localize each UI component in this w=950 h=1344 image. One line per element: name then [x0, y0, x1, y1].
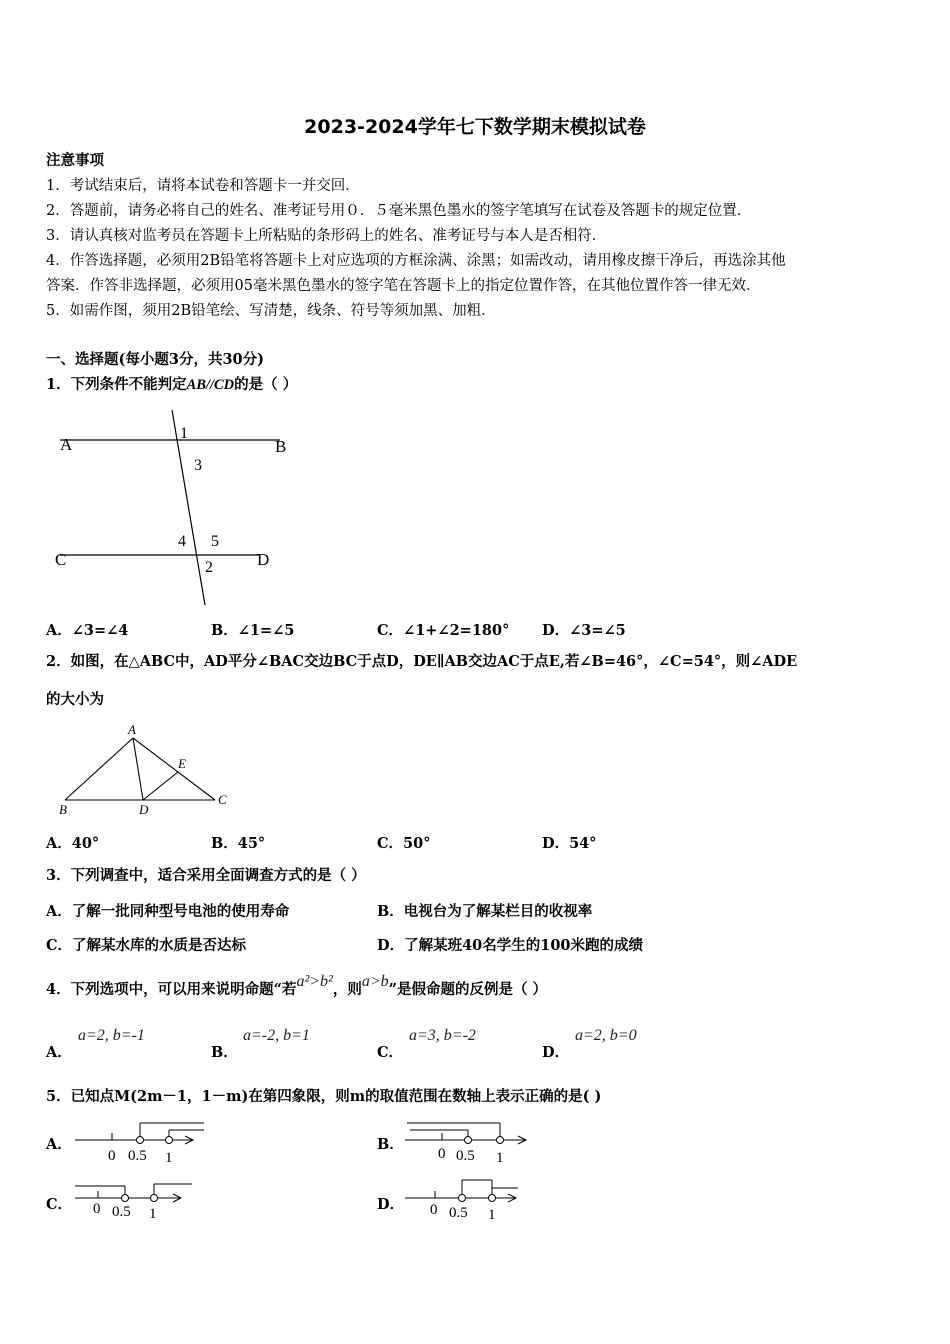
q4-option-c-value: a=3, b=-2 — [409, 1027, 476, 1044]
q5-option-a-number-line — [72, 1118, 212, 1166]
open-point-0.5 — [122, 1195, 129, 1202]
tick-label-1: 1 — [488, 1207, 496, 1223]
question-5-stem: 5．已知点M(2m－1，1－m)在第四象限，则m的取值范围在数轴上表示正确的是( ) — [46, 1088, 602, 1105]
q1-option-b[interactable]: B．∠1=∠5 — [211, 622, 295, 639]
tick-label-0: 0 — [93, 1201, 101, 1217]
tick-label-0.5: 0.5 — [128, 1148, 147, 1164]
q4-stem-mid: ，则 — [332, 981, 362, 998]
q4-stem-pre: 4．下列选项中，可以用来说明命题“若 — [46, 981, 297, 998]
tick-label-1: 1 — [496, 1150, 504, 1166]
q4-option-b-label[interactable]: B． — [211, 1044, 238, 1061]
q4-conclusion: a>b — [361, 973, 389, 990]
tick-label-1: 1 — [149, 1206, 157, 1222]
q1-stem-post: 的是（ ） — [234, 376, 298, 393]
label-c: C — [218, 792, 227, 807]
segment-de — [143, 772, 178, 800]
tick-label-0.5: 0.5 — [112, 1204, 131, 1220]
q4-option-b-value: a=-2, b=1 — [243, 1027, 310, 1044]
label-a: A — [128, 722, 136, 737]
notice-item: 答案．作答非选择题，必须用05毫米黑色墨水的签字笔在答题卡上的指定位置作答，在其他位置作答一律无效． — [46, 278, 761, 294]
label-a: A — [60, 435, 73, 454]
notice-item: 1．考试结束后，请将本试卷和答题卡一并交回． — [46, 178, 360, 194]
side-ac — [133, 738, 215, 800]
tick-label-0.5: 0.5 — [456, 1148, 475, 1164]
angle-label-5: 5 — [211, 533, 219, 550]
notice-item: 5．如需作图，须用2B铅笔绘、写清楚，线条、符号等须加黑、加粗． — [46, 303, 496, 319]
q3-option-c[interactable]: C．了解某水库的水质是否达标 — [46, 937, 247, 954]
label-d: D — [257, 550, 270, 569]
open-point-1 — [489, 1195, 496, 1202]
label-b: B — [275, 437, 287, 456]
q4-option-a-label[interactable]: A． — [46, 1044, 72, 1061]
q3-option-d[interactable]: D．了解某班40名学生的100米跑的成绩 — [377, 937, 644, 954]
section-heading: 一、选择题(每小题3分，共30分) — [46, 351, 264, 368]
q5-option-d-number-line — [402, 1176, 527, 1224]
label-d: D — [139, 802, 149, 817]
open-point-0.5 — [465, 1137, 472, 1144]
question-4-stem — [46, 973, 548, 1000]
q5-option-c-label[interactable]: C． — [46, 1196, 73, 1213]
open-point-1 — [166, 1137, 173, 1144]
q5-option-b-label[interactable]: B． — [377, 1136, 404, 1153]
q1-option-d[interactable]: D．∠3=∠5 — [542, 622, 626, 639]
side-ab — [65, 738, 133, 800]
tick-label-1: 1 — [165, 1150, 173, 1166]
notice-item: 4．作答选择题，必须用2B铅笔将答题卡上对应选项的方框涂满、涂黑；如需改动，请用橡皮擦干净后，再选涂其他 — [46, 253, 786, 269]
tick-label-0.5: 0.5 — [449, 1205, 468, 1221]
q2-option-b[interactable]: B．45° — [211, 835, 266, 852]
open-point-1 — [151, 1195, 158, 1202]
tick-label-0: 0 — [438, 1146, 446, 1162]
q4-option-d-label[interactable]: D． — [542, 1044, 570, 1061]
angle-label-1: 1 — [180, 425, 188, 442]
q3-option-a[interactable]: A．了解一批同种型号电池的使用寿命 — [46, 903, 290, 920]
question-2-stem: 2．如图，在△ABC中，AD平分∠BAC交边BC于点D，DE∥AB交边AC于点E,若∠B=46°，∠C=54°，则∠ADE — [46, 653, 798, 670]
q4-stem-post: ”是假命题的反例是（ ） — [388, 981, 548, 998]
label-c: C — [55, 550, 67, 569]
q5-option-d-label[interactable]: D． — [377, 1196, 405, 1213]
q5-option-b-number-line — [402, 1118, 532, 1166]
tick-label-0: 0 — [108, 1148, 116, 1164]
question-1-stem — [46, 375, 297, 395]
q1-option-a[interactable]: A．∠3=∠4 — [46, 622, 129, 639]
angle-label-4: 4 — [178, 533, 186, 550]
question-3-stem: 3．下列调查中，适合采用全面调查方式的是（ ） — [46, 867, 366, 884]
notice-heading: 注意事项 — [46, 152, 104, 169]
q1-figure — [50, 405, 300, 610]
open-point-0.5 — [137, 1137, 144, 1144]
q3-option-b[interactable]: B．电视台为了解某栏目的收视率 — [377, 903, 593, 920]
q2-figure — [55, 720, 245, 820]
q5-option-a-label[interactable]: A． — [46, 1136, 72, 1153]
q2-option-d[interactable]: D．54° — [542, 835, 597, 852]
q4-condition: a²>b² — [296, 973, 333, 990]
label-b: B — [59, 802, 67, 817]
q4-option-c-label[interactable]: C． — [377, 1044, 404, 1061]
open-point-0.5 — [459, 1195, 466, 1202]
question-2-stem-cont: 的大小为 — [46, 691, 104, 708]
q5-option-c-number-line — [72, 1176, 202, 1224]
page-title: 2023-2024学年七下数学期末模拟试卷 — [304, 116, 646, 138]
notice-item: 3．请认真核对监考员在答题卡上所粘贴的条形码上的姓名、准考证号与本人是否相符． — [46, 228, 607, 244]
label-e: E — [178, 756, 186, 771]
angle-label-3: 3 — [194, 457, 202, 474]
q1-stem-math: AB//CD — [186, 377, 235, 393]
q1-stem-pre: 1．下列条件不能判定 — [46, 376, 187, 393]
tick-label-0: 0 — [430, 1202, 438, 1218]
q4-option-a-value: a=2, b=-1 — [78, 1027, 145, 1044]
q2-option-a[interactable]: A．40° — [46, 835, 100, 852]
transversal-line — [172, 410, 205, 605]
segment-ad — [133, 738, 143, 800]
q1-option-c[interactable]: C．∠1+∠2=180° — [377, 622, 510, 639]
angle-label-2: 2 — [205, 559, 213, 576]
open-point-1 — [497, 1137, 504, 1144]
q4-option-d-value: a=2, b=0 — [575, 1027, 637, 1044]
notice-item: 2．答题前，请务必将自己的姓名、准考证号用０．５毫米黑色墨水的签字笔填写在试卷及答题卡的规定位置． — [46, 203, 752, 219]
q2-option-c[interactable]: C．50° — [377, 835, 431, 852]
